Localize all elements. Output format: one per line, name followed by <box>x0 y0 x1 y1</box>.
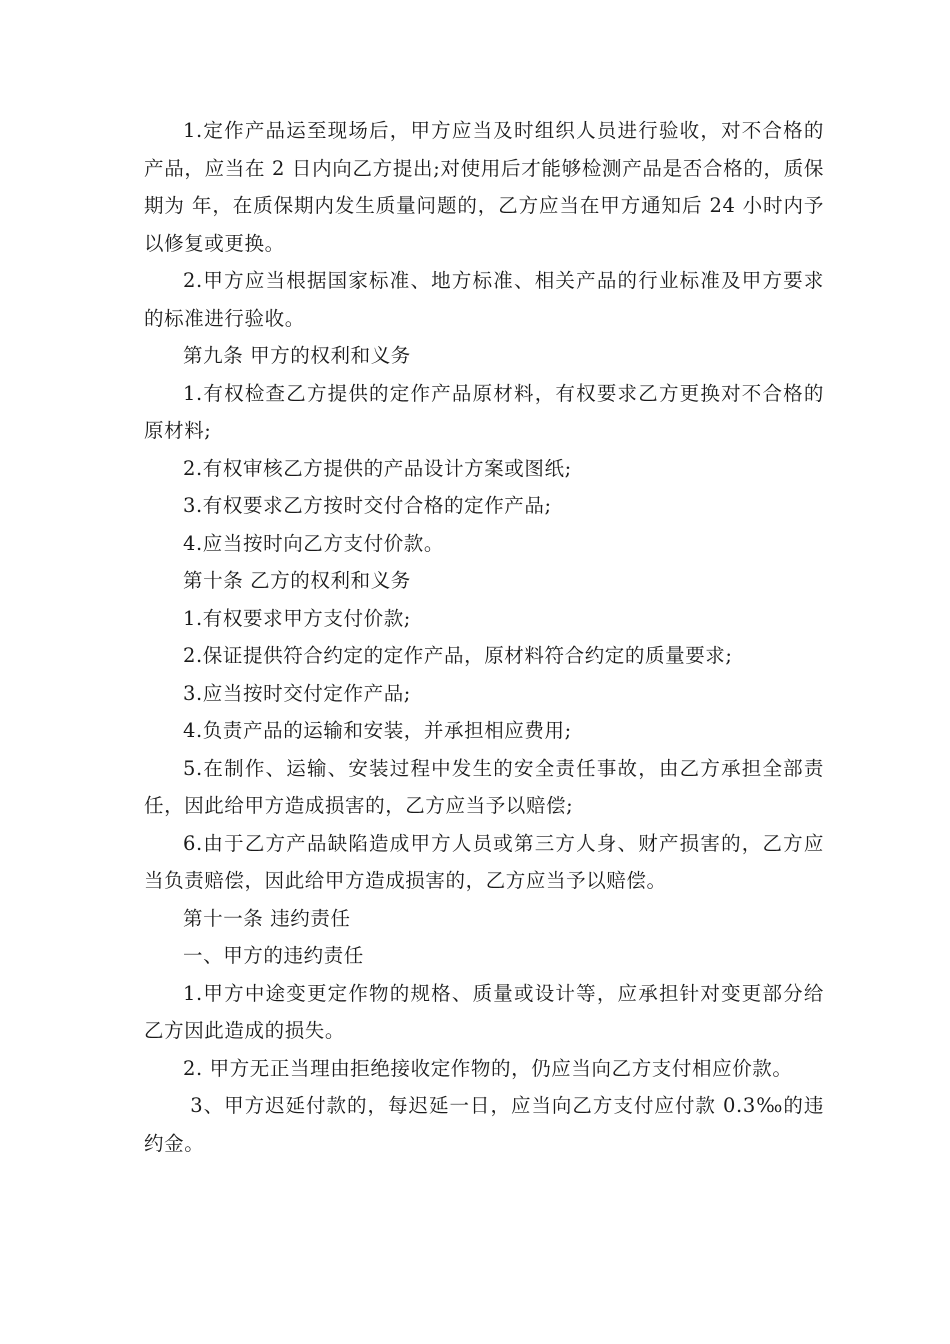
party-a-liability-item-1: 1.甲方中途变更定作物的规格、质量或设计等，应承担针对变更部分给乙方因此造成的损失。 <box>144 981 824 1042</box>
document-page <box>144 112 824 1162</box>
article-9-item-3: 3.有权要求乙方按时交付合格的定作产品; <box>183 494 552 517</box>
article-10-item-6: 6.由于乙方产品缺陷造成甲方人员或第三方人身、财产损害的，乙方应当负责赔偿，因此给甲方造成损害的，乙方应当予以赔偿。 <box>144 831 824 892</box>
paragraph-acceptance-2: 2.甲方应当根据国家标准、地方标准、相关产品的行业标准及甲方要求的标准进行验收。 <box>144 269 824 330</box>
article-10-item-5: 5.在制作、运输、安装过程中发生的安全责任事故，由乙方承担全部责任，因此给甲方造成损害的，乙方应当予以赔偿; <box>144 756 824 817</box>
party-a-liability-heading: 一、甲方的违约责任 <box>183 944 364 967</box>
paragraph-acceptance-1: 1.定作产品运至现场后，甲方应当及时组织人员进行验收，对不合格的产品，应当在 2 日内向乙方提出;对使用后才能够检测产品是否合格的，质保期为 年，在质保期内发生质量问题的，乙方应当在甲方通知后 24 小时内予以修复或更换。 <box>144 119 824 255</box>
article-9-item-2: 2.有权审核乙方提供的产品设计方案或图纸; <box>183 456 572 480</box>
article-10-item-3: 3.应当按时交付定作产品; <box>183 681 411 705</box>
article-9-heading: 第九条 甲方的权利和义务 <box>183 344 411 367</box>
article-10-item-4: 4.负责产品的运输和安装，并承担相应费用; <box>183 719 572 742</box>
article-10-item-1: 1.有权要求甲方支付价款; <box>183 606 411 630</box>
article-10-heading: 第十条 乙方的权利和义务 <box>183 569 411 592</box>
article-11-heading: 第十一条 违约责任 <box>183 906 351 930</box>
article-10-item-2: 2.保证提供符合约定的定作产品，原材料符合约定的质量要求; <box>183 644 733 667</box>
article-9-item-1: 1.有权检查乙方提供的定作产品原材料，有权要求乙方更换对不合格的原材料; <box>144 381 824 442</box>
article-9-item-4: 4.应当按时向乙方支付价款。 <box>183 531 445 555</box>
party-a-liability-item-2: 2. 甲方无正当理由拒绝接收定作物的，仍应当向乙方支付相应价款。 <box>183 1056 793 1080</box>
party-a-liability-item-3: 3、甲方迟延付款的，每迟延一日，应当向乙方支付应付款 0.3‰的违约金。 <box>144 1094 824 1155</box>
